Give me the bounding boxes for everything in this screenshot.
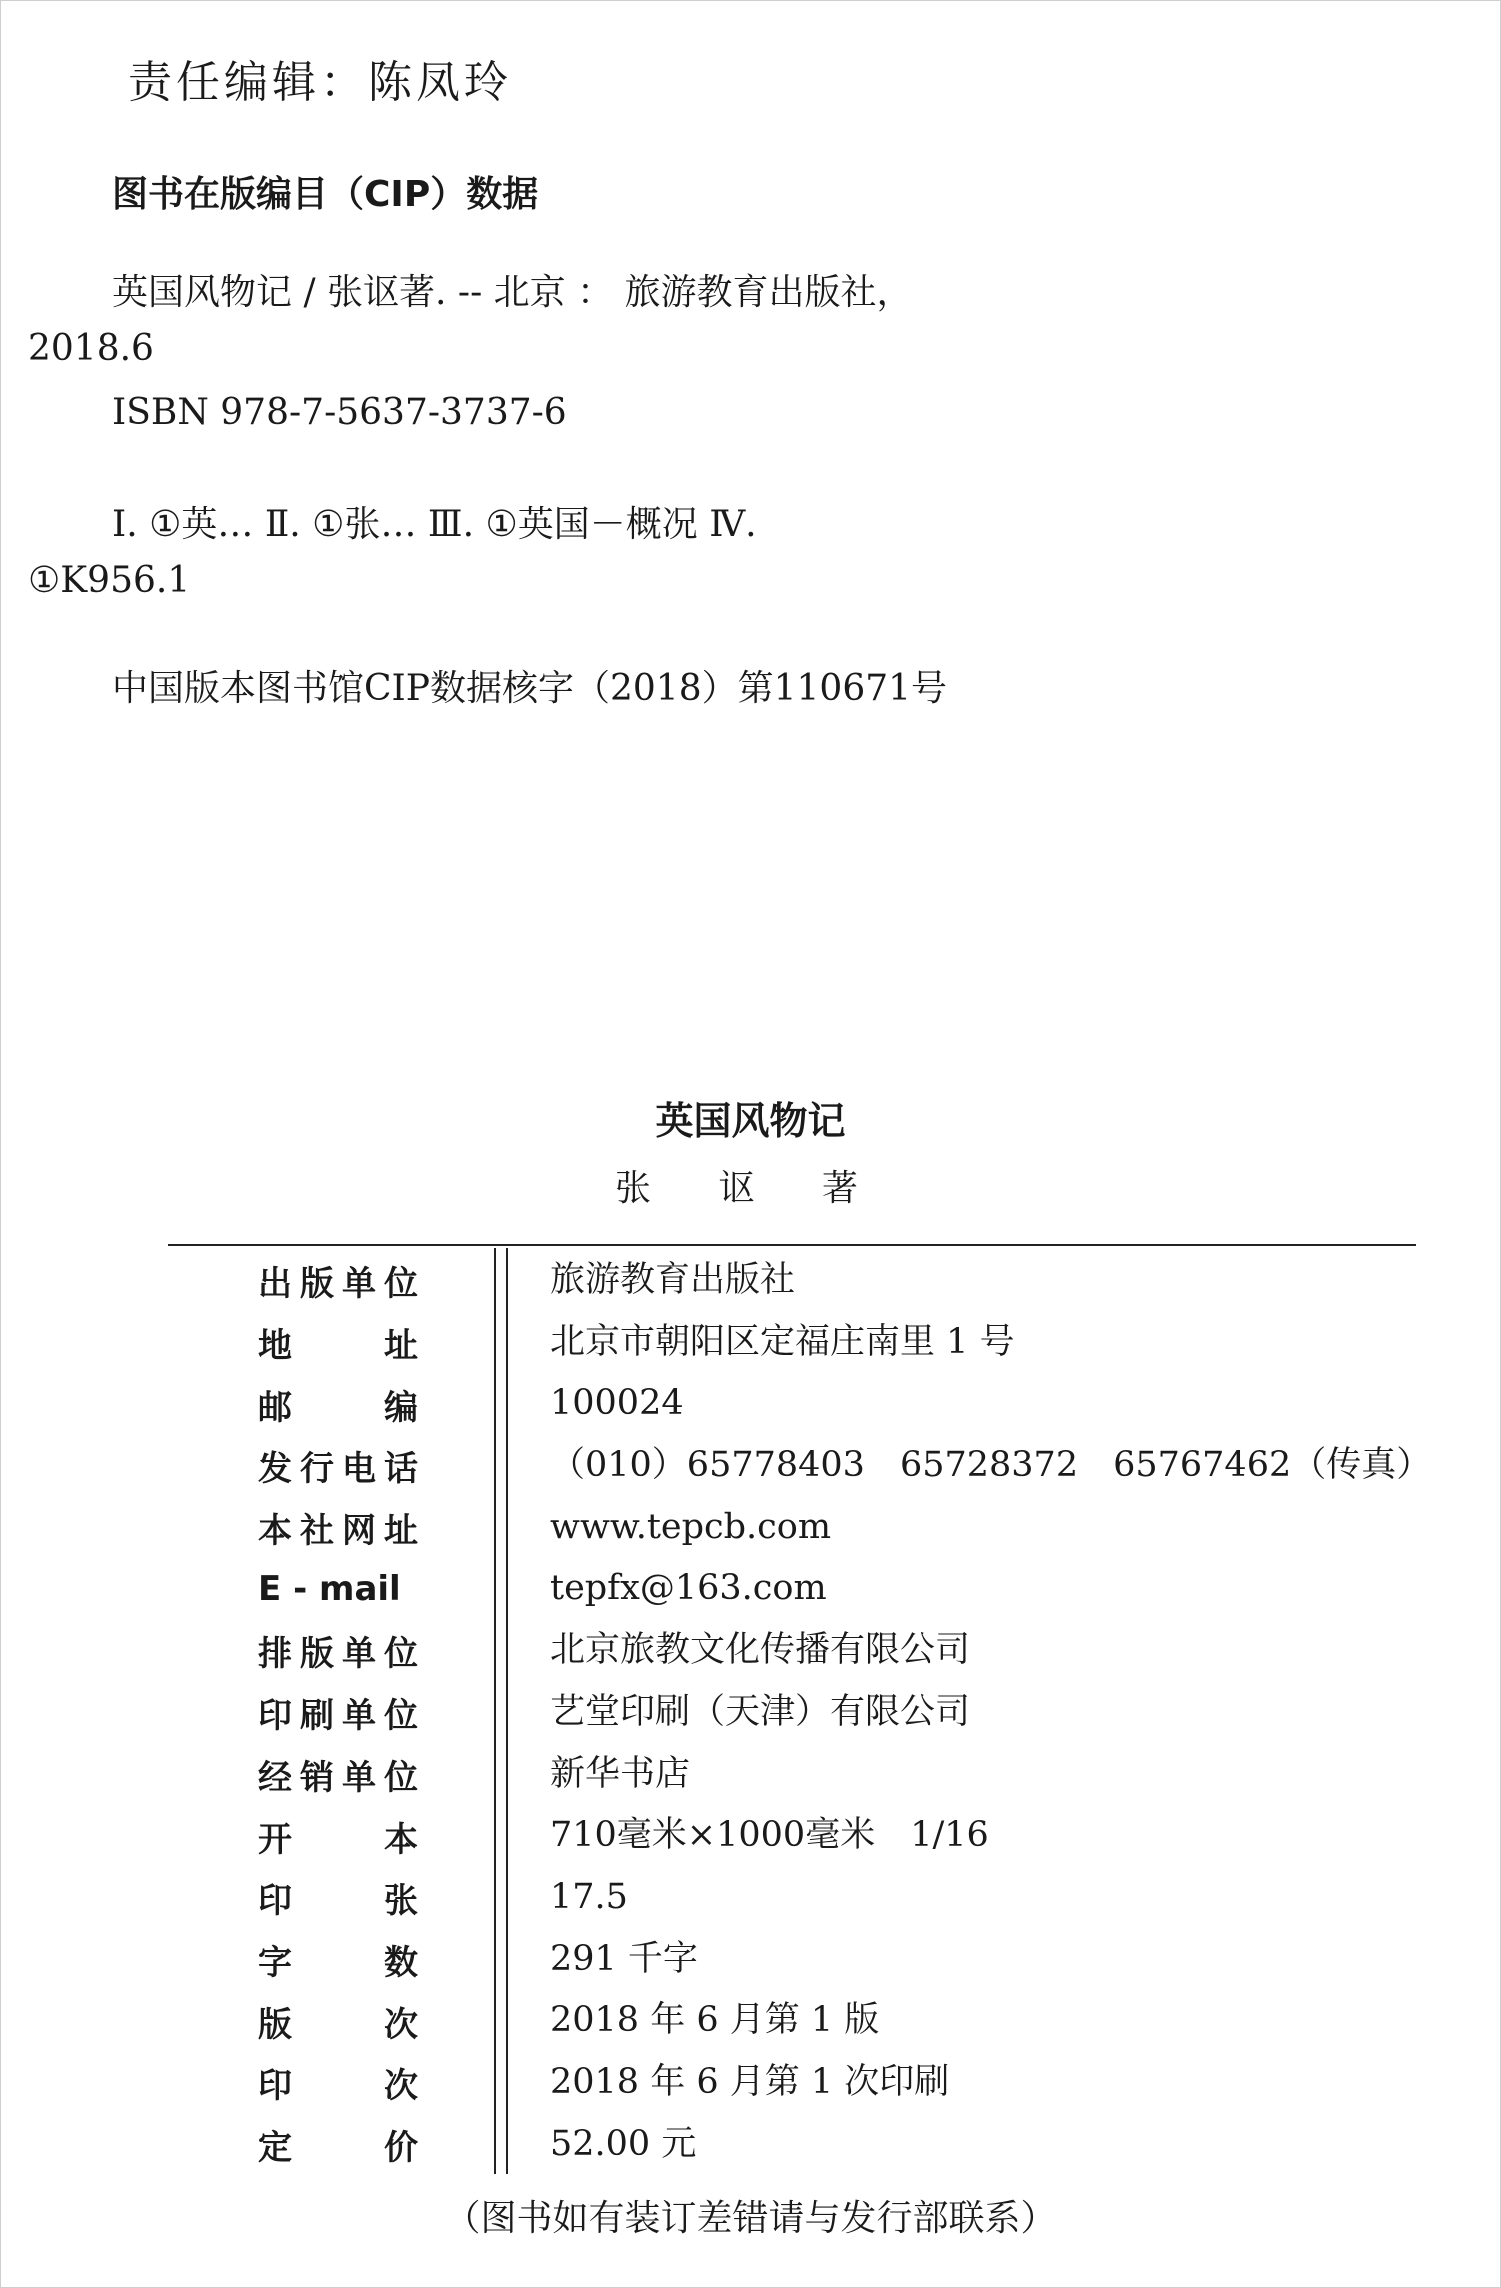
colophon-value: tepfx@163.com [550, 1568, 827, 1609]
colophon-row [0, 1250, 1501, 1312]
colophon-label-char: 行 [300, 1449, 334, 1490]
colophon-label-char: 价 [384, 2127, 418, 2168]
colophon-value: 710毫米×1000毫米 1/16 [550, 1815, 989, 1856]
colophon-label-char: 位 [384, 1634, 418, 1675]
colophon-row [0, 1435, 1501, 1497]
colophon-row [0, 1373, 1501, 1435]
colophon-label-char: 社 [300, 1511, 334, 1552]
colophon-label [258, 1312, 418, 1374]
colophon-label-char: 经 [258, 1757, 292, 1798]
colophon-label-char: 电 [342, 1449, 376, 1490]
colophon-label-char: 销 [300, 1757, 334, 1798]
colophon-label-char: 次 [384, 2066, 418, 2107]
cip-heading: 图书在版编目（CIP）数据 [112, 174, 539, 215]
colophon-label-char: 数 [384, 1942, 418, 1983]
colophon-row [0, 1682, 1501, 1744]
cip-isbn: ISBN 978-7-5637-3737-6 [112, 392, 567, 433]
colophon-label-char: 定 [258, 2127, 292, 2168]
colophon-label [258, 1620, 418, 1682]
colophon-label-char: 字 [258, 1942, 292, 1983]
colophon-value: 北京市朝阳区定福庄南里 1 号 [550, 1321, 1015, 1362]
colophon-value: 17.5 [550, 1876, 628, 1917]
colophon-label-char: 话 [384, 1449, 418, 1490]
colophon-label-char: 版 [300, 1634, 334, 1675]
colophon-label-char: 网 [342, 1511, 376, 1552]
colophon-label-char: 版 [258, 2004, 292, 2045]
responsible-editor: 责任编辑：陈凤玲 [128, 57, 512, 108]
colophon-label-char: 位 [384, 1696, 418, 1737]
colophon-row [0, 2052, 1501, 2114]
colophon-label-char: 次 [384, 2004, 418, 2045]
colophon-table [0, 1250, 1501, 2175]
colophon-label [258, 2114, 418, 2176]
colophon-value: 新华书店 [550, 1753, 691, 1794]
colophon-label-char: 印 [258, 1881, 292, 1922]
colophon-label-char: 址 [384, 1326, 418, 1367]
colophon-label [258, 1250, 418, 1312]
colophon-label-char: 本 [384, 1819, 418, 1860]
colophon-label-char: 排 [258, 1634, 292, 1675]
cip-classification: ①K956.1 [28, 560, 191, 601]
colophon-label-char: 版 [300, 1264, 334, 1305]
colophon-label-char: 张 [384, 1881, 418, 1922]
colophon-label-char: 址 [384, 1511, 418, 1552]
footer-note: （图书如有装订差错请与发行部联系） [444, 2198, 1057, 2239]
colophon-label-char: 单 [342, 1757, 376, 1798]
colophon-label-char: 地 [258, 1326, 292, 1367]
colophon-label [258, 1558, 418, 1620]
colophon-label [258, 1744, 418, 1806]
colophon-row [0, 1558, 1501, 1620]
colophon-value: 旅游教育出版社 [550, 1260, 796, 1300]
colophon-label [258, 1929, 418, 1991]
colophon-value: 北京旅教文化传播有限公司 [550, 1630, 971, 1671]
cip-approval: 中国版本图书馆CIP数据核字（2018）第110671号 [112, 668, 948, 709]
colophon-row [0, 1867, 1501, 1929]
colophon-value: 2018 年 6 月第 1 版 [550, 2000, 880, 2041]
colophon-label [258, 1990, 418, 2052]
colophon-top-rule [168, 1244, 1416, 1246]
colophon-value: 291 千字 [550, 1938, 698, 1979]
colophon-label [258, 1373, 418, 1435]
colophon-value: 100024 [550, 1383, 684, 1424]
colophon-label-char: 刷 [300, 1696, 334, 1737]
cip-date-line: 2018.6 [28, 328, 154, 369]
colophon-label [258, 1867, 418, 1929]
colophon-label-char: 单 [342, 1696, 376, 1737]
colophon-row [0, 1312, 1501, 1374]
colophon-label-char: 位 [384, 1757, 418, 1798]
colophon-label [258, 1435, 418, 1497]
colophon-row [0, 1744, 1501, 1806]
colophon-label-char: 印 [258, 2066, 292, 2107]
colophon-value: www.tepcb.com [550, 1506, 832, 1547]
colophon-label-char: 本 [258, 1511, 292, 1552]
colophon-row [0, 1929, 1501, 1991]
colophon-label [258, 1805, 418, 1867]
colophon-label-char: 位 [384, 1264, 418, 1305]
colophon-value: 艺堂印刷（天津）有限公司 [550, 1691, 971, 1732]
colophon-label-char: 单 [342, 1264, 376, 1305]
colophon-label-char: 单 [342, 1634, 376, 1675]
cip-subjects: Ⅰ. ①英… Ⅱ. ①张… Ⅲ. ①英国－概况 Ⅳ. [112, 504, 757, 545]
book-author: 张 讴 著 [615, 1168, 886, 1209]
colophon-label [258, 2052, 418, 2114]
colophon-row [0, 1990, 1501, 2052]
colophon-value: （010）65778403 65728372 65767462（传真） [550, 1445, 1432, 1486]
colophon-value: 2018 年 6 月第 1 次印刷 [550, 2061, 950, 2102]
colophon-label [258, 1682, 418, 1744]
colophon-row [0, 1620, 1501, 1682]
colophon-label-char: E - mail [258, 1569, 401, 1610]
colophon-label-char: 发 [258, 1449, 292, 1490]
colophon-label-char: 编 [384, 1387, 418, 1428]
cip-title-line: 英国风物记 / 张讴著. -- 北京 ： 旅游教育出版社， [112, 272, 913, 313]
colophon-label-char: 邮 [258, 1387, 292, 1428]
colophon-label-char: 印 [258, 1696, 292, 1737]
colophon-label [258, 1497, 418, 1559]
colophon-label-char: 出 [258, 1264, 292, 1305]
colophon-value: 52.00 元 [550, 2123, 697, 2164]
book-title: 英国风物记 [655, 1099, 846, 1143]
colophon-row [0, 2114, 1501, 2176]
colophon-label-char: 开 [258, 1819, 292, 1860]
colophon-row [0, 1497, 1501, 1559]
colophon-row [0, 1805, 1501, 1867]
